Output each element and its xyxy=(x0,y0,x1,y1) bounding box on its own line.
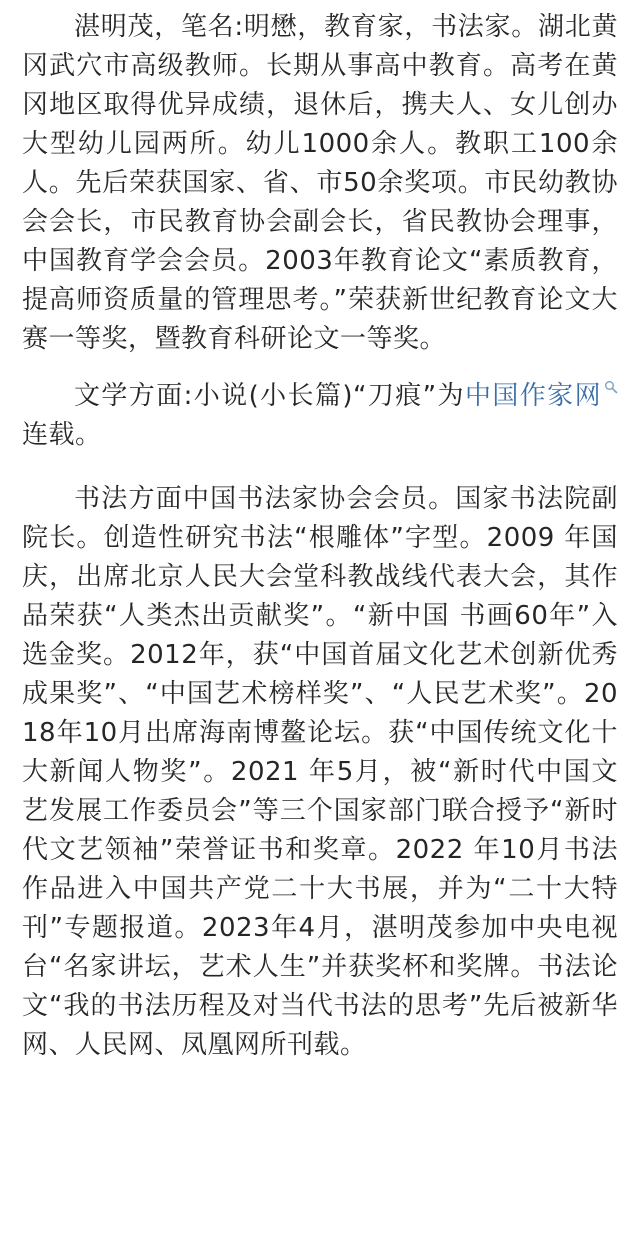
search-icon[interactable] xyxy=(604,380,618,394)
literature-text-after: 连载。 xyxy=(22,420,102,450)
article-body xyxy=(22,8,618,1065)
paragraph-calligraphy: 书法方面中国书法家协会会员。国家书法院副院长。创造性研究书法“根雕体”字型。2009 年国庆，出席北京人民大会堂科教战线代表大会，其作品荣获“人类杰出贡献奖”。“新中国 书画60年”入选金奖。2012年，获“中国首届文化艺术创新优秀成果奖”、“中国艺术榜样奖”、“人民艺术奖”。2018年10月出席海南博鳌论坛。获“中国传统文化十大新闻人物奖”。2021 年5月，被“新时代中国文艺发展工作委员会”等三个国家部门联合授予“新时代文艺领袖”荣誉证书和奖章。2022 年10月书法作品进入中国共产党二十大书展，并为“二十大特刊”专题报道。2023年4月，湛明茂参加中央电视台“名家讲坛，艺术人生”并获奖杯和奖牌。书法论文“我的书法历程及对当代书法的思考”先后被新华网、人民网、凤凰网所刊载。 xyxy=(22,484,618,1060)
link-china-writers-net[interactable]: 中国作家网 xyxy=(464,381,602,411)
paragraph-literature xyxy=(22,377,618,455)
literature-text-before: 文学方面:小说(小长篇)“刀痕”为 xyxy=(74,381,465,411)
paragraph-biography: 湛明茂，笔名:明懋，教育家，书法家。湖北黄冈武穴市高级教师。长期从事高中教育。高考在黄冈地区取得优异成绩，退休后，携夫人、女儿创办大型幼儿园两所。幼儿1000余人。教职工100余人。先后荣获国家、省、市50余奖项。市民幼教协会会长，市民教育协会副会长，省民教协会理事，中国教育学会会员。2003年教育论文“素质教育，提高师资质量的管理思考。”荣获新世纪教育论文大赛一等奖，暨教育科研论文一等奖。 xyxy=(22,12,618,354)
